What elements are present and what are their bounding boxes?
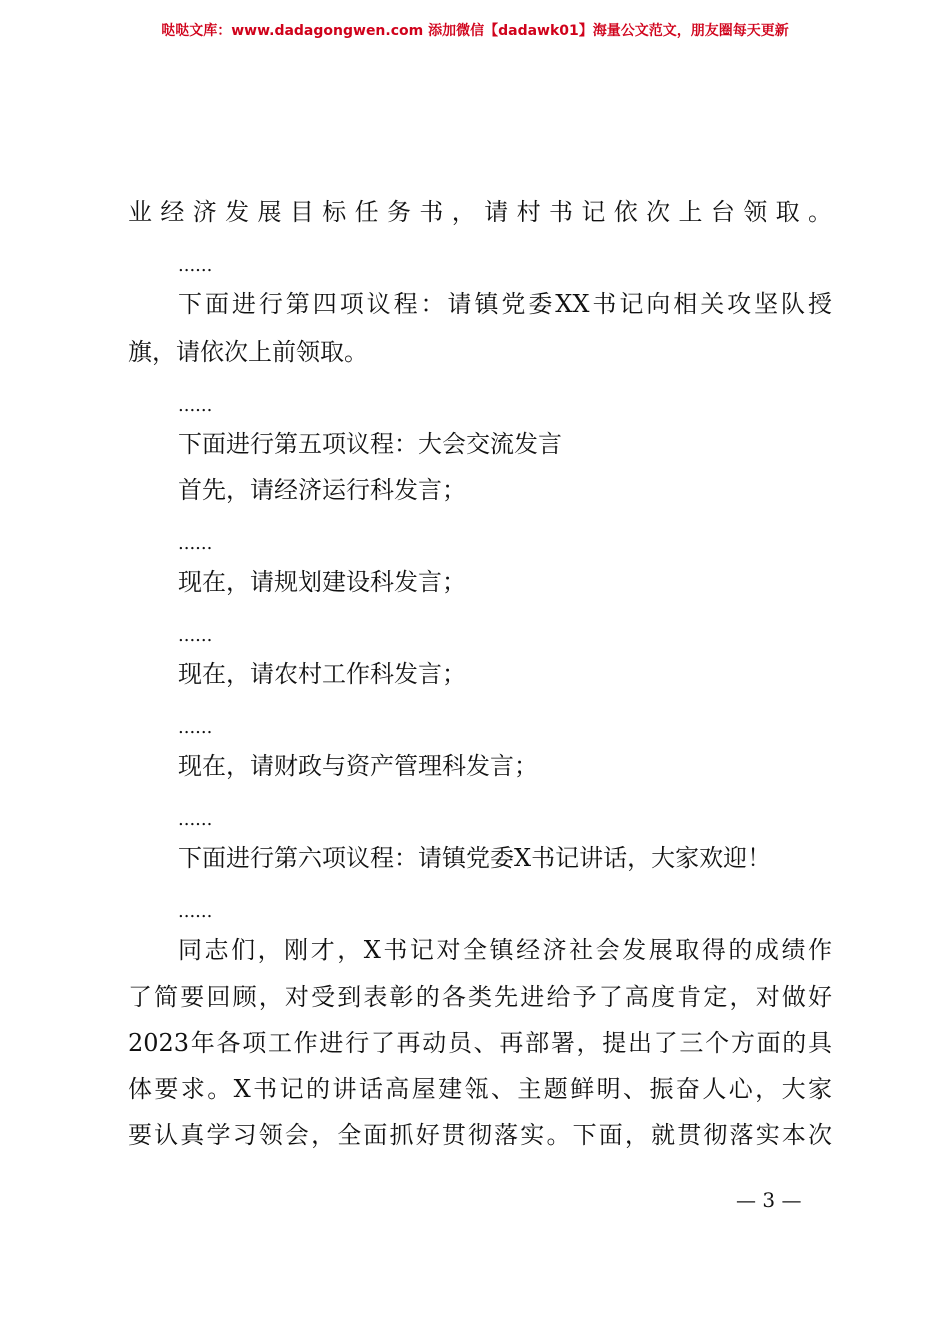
watermark-header: 哒哒文库：www.dadagongwen.com 添加微信【dadawk01】海量公文范文，朋友圈每天更新 [161,23,789,39]
ellipsis-line: ...... [178,395,213,416]
paragraph-line: 现在，请农村工作科发言； [178,660,466,688]
paragraph-line: 现在，请财政与资产管理科发言； [178,752,538,780]
paragraph-line: 下面进行第五项议程：大会交流发言 [178,430,562,458]
ellipsis-line: ...... [178,717,213,738]
paragraph-line: 了简要回顾，对受到表彰的各类先进给予了高度肯定，对做好 [128,983,832,1011]
paragraph-line: 现在，请规划建设科发言； [178,568,466,596]
paragraph-line: 下面进行第四项议程：请镇党委XX书记向相关攻坚队授 [178,290,832,318]
paragraph-line: 要认真学习领会，全面抓好贯彻落实。下面，就贯彻落实本次 [128,1121,832,1149]
ellipsis-line: ...... [178,533,213,554]
paragraph-line: 首先，请经济运行科发言； [178,476,466,504]
page-number: — 3 — [736,1188,802,1212]
ellipsis-line: ...... [178,901,213,922]
paragraph-line: 旗，请依次上前领取。 [128,338,368,366]
paragraph-line: 同志们，刚才，X书记对全镇经济社会发展取得的成绩作 [178,936,832,964]
paragraph-line: 体要求。X书记的讲话高屋建瓴、主题鲜明、振奋人心，大家 [128,1075,832,1103]
ellipsis-line: ...... [178,625,213,646]
paragraph-line: 下面进行第六项议程：请镇党委X书记讲话，大家欢迎！ [178,844,772,872]
paragraph-line: 业经济发展目标任务书，请村书记依次上台领取。 [128,198,832,226]
paragraph-line: 2023年各项工作进行了再动员、再部署，提出了三个方面的具 [128,1029,832,1057]
ellipsis-line: ...... [178,809,213,830]
ellipsis-line: ...... [178,255,213,276]
